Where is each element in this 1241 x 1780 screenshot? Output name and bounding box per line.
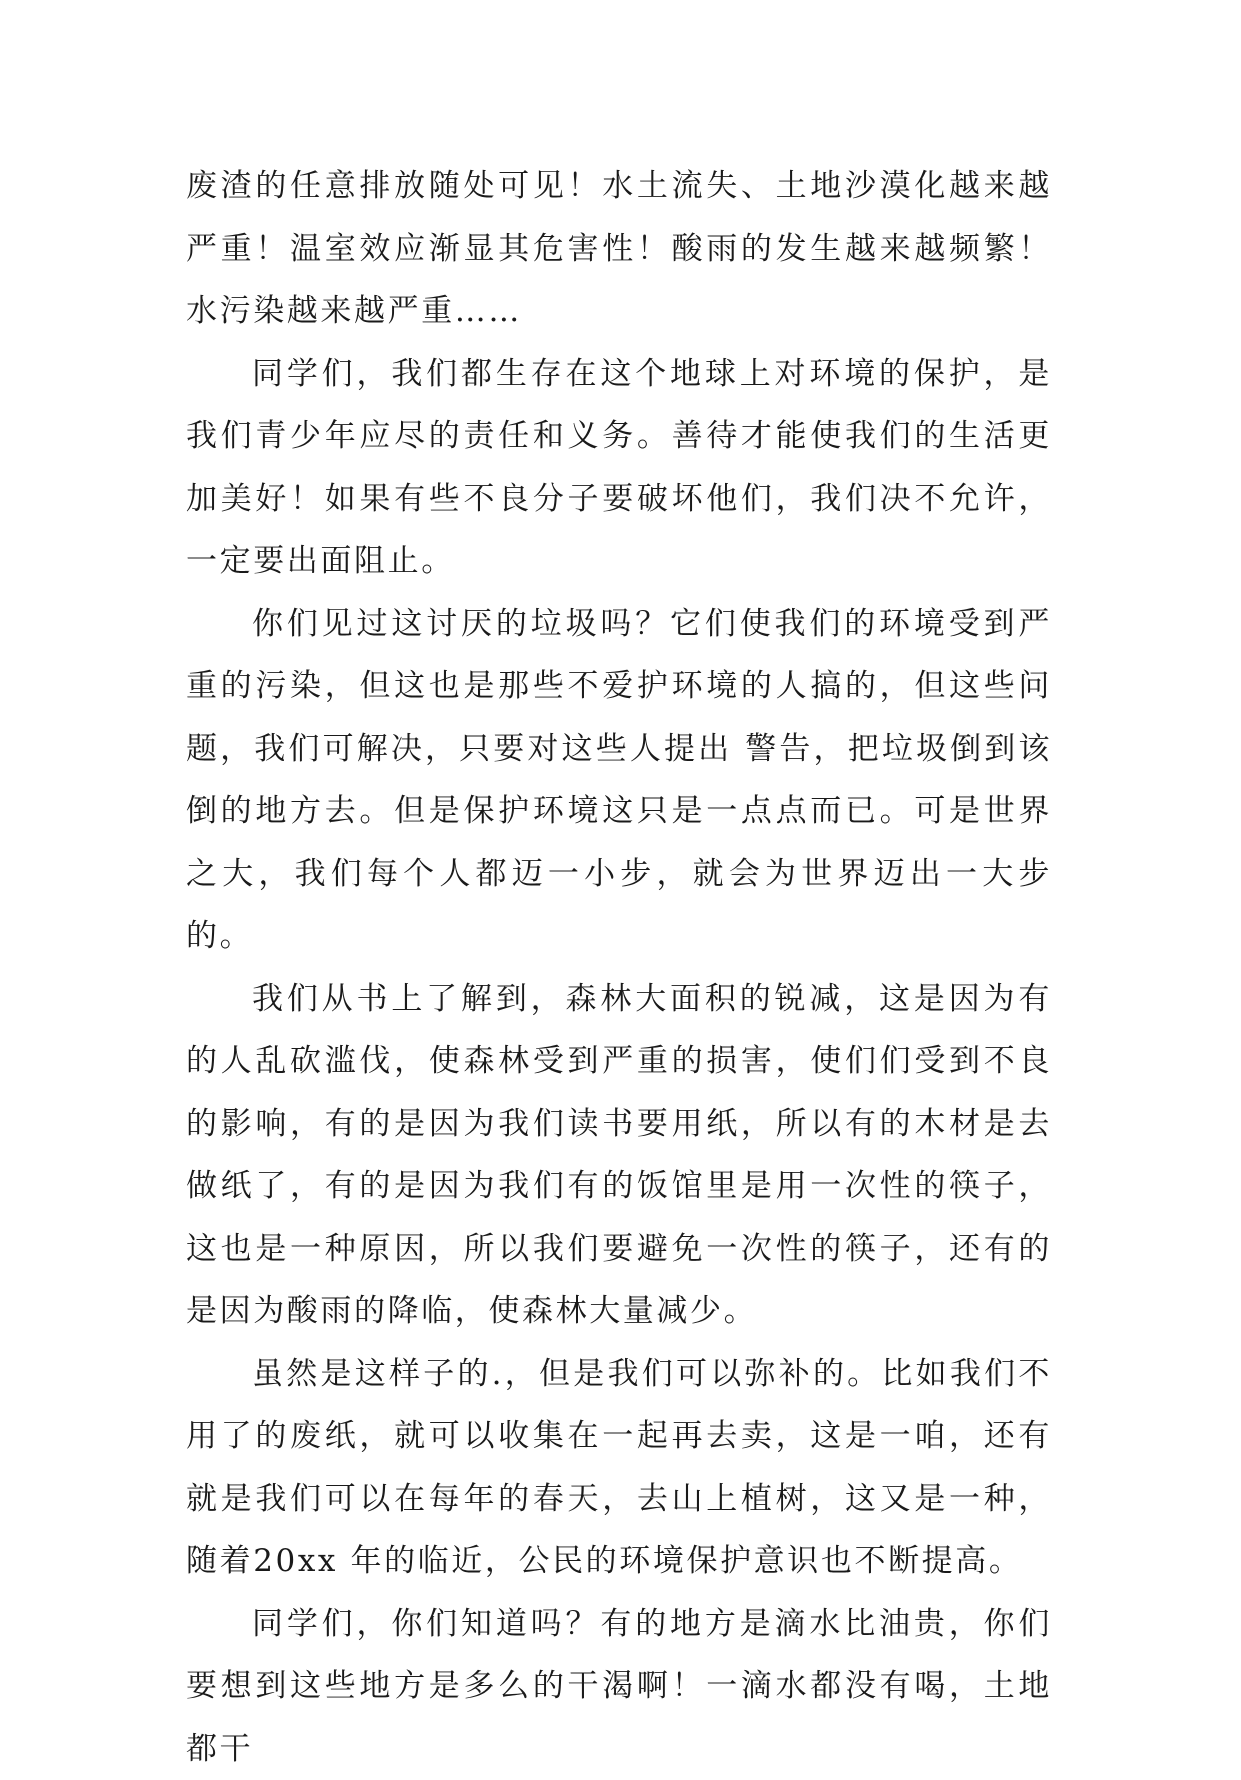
paragraph: 虽然是这样子的.，但是我们可以弥补的。比如我们不用了的废纸，就可以收集在一起再去卖，这是一咱，还有就是我们可以在每年的春天，去山上植树，这又是一种，随着20xx 年的临近，公民的环境保护意识也不断提高。 — [186, 1343, 1052, 1593]
paragraph: 你们见过这讨厌的垃圾吗？它们使我们的环境受到严重的污染，但这也是那些不爱护环境的人搞的，但这些问题，我们可解决，只要对这些人提出 警告，把垃圾倒到该倒的地方去。但是保护环境这只是一点点而已。可是世界之大，我们每个人都迈一小步，就会为世界迈出一大步的。 — [186, 593, 1052, 968]
paragraph: 我们从书上了解到，森林大面积的锐减，这是因为有的人乱砍滥伐，使森林受到严重的损害，使们们受到不良的影响，有的是因为我们读书要用纸，所以有的木材是去做纸了，有的是因为我们有的饭馆里是用一次性的筷子，这也是一种原因，所以我们要避免一次性的筷子，还有的是因为酸雨的降临，使森林大量减少。 — [186, 968, 1052, 1343]
paragraph: 同学们，你们知道吗？有的地方是滴水比油贵，你们要想到这些地方是多么的干渴啊！一滴水都没有喝，土地都干 — [186, 1593, 1052, 1780]
paragraph-continuation: 废渣的任意排放随处可见！水土流失、土地沙漠化越来越严重！温室效应渐显其危害性！酸雨的发生越来越频繁！水污染越来越严重…… — [186, 155, 1052, 343]
paragraph: 同学们，我们都生存在这个地球上对环境的保护，是我们青少年应尽的责任和义务。善待才能使我们的生活更加美好！如果有些不良分子要破坏他们，我们决不允许，一定要出面阻止。 — [186, 343, 1052, 593]
document-body — [186, 155, 1052, 1780]
